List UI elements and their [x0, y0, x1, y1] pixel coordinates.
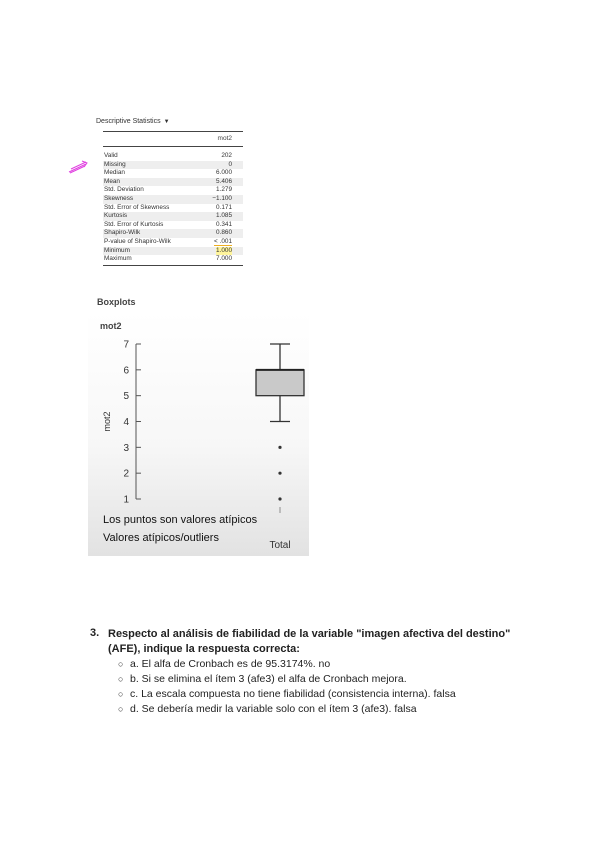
outlier-point — [278, 446, 281, 449]
table-header-rule — [103, 146, 243, 147]
stats-row-label: Missing — [104, 160, 126, 168]
stats-row-value: 0 — [228, 160, 232, 168]
stats-row — [103, 221, 243, 230]
table-top-rule — [103, 131, 243, 132]
dropdown-arrow-icon[interactable]: ▼ — [163, 119, 170, 125]
question-text: Respecto al análisis de fiabilidad de la variable "imagen afectiva del destino" (AFE), indique la respuesta correcta: — [108, 628, 511, 655]
answer-option[interactable]: ○ a. El alfa de Cronbach es de 95.3174%. no — [118, 658, 331, 670]
annotation-outliers-label: Valores atípicos/outliers — [103, 532, 219, 544]
stats-row-value: 1.085 — [216, 212, 232, 220]
stats-row — [103, 238, 243, 247]
stats-row-label: P-value of Shapiro-Wilk — [104, 237, 171, 245]
stats-row — [103, 195, 243, 204]
stats-row-label: Std. Deviation — [104, 186, 144, 194]
stats-row-value: < .001 — [214, 237, 232, 245]
stats-row-label: Valid — [104, 152, 118, 159]
stats-row-label: Shapiro-Wilk — [104, 229, 141, 237]
outlier-point — [278, 472, 281, 475]
y-tick-label: 1 — [123, 494, 129, 506]
y-tick-label: 4 — [123, 417, 129, 428]
stats-title — [96, 118, 170, 125]
stats-row-label: Std. Error of Kurtosis — [104, 220, 164, 228]
answer-option[interactable]: ○ c. La escala compuesta no tiene fiabilidad (consistencia interna). falsa — [118, 688, 456, 700]
pen-annotation-icon — [68, 160, 90, 174]
circle-bullet-icon: ○ — [118, 659, 124, 669]
y-tick-label: 5 — [123, 391, 129, 403]
box-iqr — [256, 370, 304, 396]
stats-row-label: Kurtosis — [104, 212, 128, 220]
boxplot-chart — [88, 312, 309, 556]
stats-row-label: Skewness — [104, 194, 134, 202]
stats-row — [103, 161, 243, 170]
outlier-point — [278, 497, 281, 500]
annotation-outliers-es: Los puntos son valores atípicos — [103, 514, 258, 526]
descriptive-statistics-table — [88, 112, 258, 272]
stats-row-value: 0.171 — [216, 203, 232, 211]
stats-row — [103, 229, 243, 238]
stats-row — [103, 204, 243, 213]
stats-row-value: 5.406 — [216, 177, 232, 185]
stats-rows — [103, 152, 243, 264]
stats-row — [103, 255, 243, 264]
stats-row-value: 0.860 — [216, 229, 232, 237]
stats-row-value: 202 — [221, 152, 232, 159]
y-tick-label: 7 — [123, 339, 129, 351]
stats-row-label: Maximum — [104, 255, 132, 263]
stats-row-value: 1.279 — [216, 186, 232, 194]
question-number: 3. — [90, 627, 100, 639]
stats-row-label: Std. Error of Skewness — [104, 203, 170, 211]
stats-row-value: 7.000 — [216, 255, 232, 263]
y-tick-label: 2 — [123, 468, 129, 480]
stats-row — [103, 186, 243, 195]
x-axis-label: Total — [269, 540, 291, 551]
boxplot-section-title: Boxplots — [97, 297, 136, 307]
stats-row-label: Minimum — [104, 246, 130, 254]
stats-row — [103, 212, 243, 221]
stats-row-value: 1.000 — [216, 246, 232, 254]
stats-row — [103, 152, 243, 161]
circle-bullet-icon: ○ — [118, 674, 124, 684]
circle-bullet-icon: ○ — [118, 689, 124, 699]
stats-row — [103, 178, 243, 187]
stats-title-text: Descriptive Statistics — [96, 118, 161, 125]
stats-row — [103, 169, 243, 178]
answer-options — [118, 657, 530, 717]
answer-option[interactable]: ○ d. Se debería medir la variable solo con el ítem 3 (afe3). falsa — [118, 703, 417, 715]
stats-row-label: Median — [104, 169, 125, 177]
stats-row-value: 6.000 — [216, 169, 232, 177]
stats-row-value: 0.341 — [216, 220, 232, 228]
stats-row-label: Mean — [104, 177, 120, 185]
stats-row-value: −1.100 — [212, 194, 232, 202]
y-axis-label: mot2 — [102, 411, 112, 432]
chart-subtitle: mot2 — [100, 321, 122, 331]
y-tick-label: 6 — [123, 365, 129, 377]
column-header: mot2 — [217, 135, 232, 142]
table-bottom-rule — [103, 265, 243, 266]
stats-row — [103, 247, 243, 256]
y-tick-label: 3 — [123, 442, 129, 454]
answer-option[interactable]: ○ b. Si se elimina el ítem 3 (afe3) el alfa de Cronbach mejora. — [118, 673, 407, 685]
circle-bullet-icon: ○ — [118, 704, 124, 714]
